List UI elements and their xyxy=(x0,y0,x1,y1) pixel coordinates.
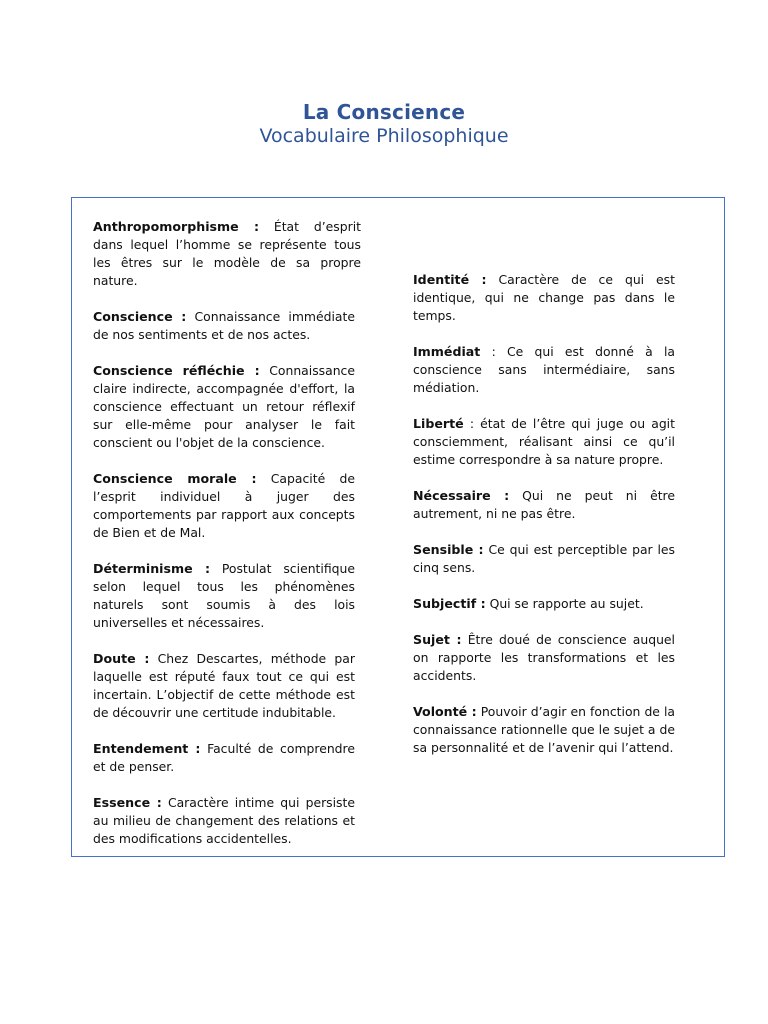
vocab-term: Entendement : xyxy=(93,741,201,756)
vocab-definition: : Ce qui est donné à la conscience sans intermédiaire, sans médiation. xyxy=(413,344,675,395)
vocab-entry-essence xyxy=(93,794,355,848)
vocab-entry-necessaire xyxy=(413,487,675,523)
vocab-entry-volonte xyxy=(413,703,675,757)
vocab-term: Volonté : xyxy=(413,704,477,719)
left-column xyxy=(93,218,361,866)
vocab-term: Anthropomorphisme : xyxy=(93,219,260,234)
vocab-definition: Connaissance claire indirecte, accompagnée d'effort, la conscience effectuant un retour réflexif sur elle-même pour analyser le fait conscient ou l'objet de la conscience. xyxy=(93,363,355,450)
vocab-definition: : état de l’être qui juge ou agit consciemment, réalisant ainsi ce qu’il estime correspondre à sa nature propre. xyxy=(413,416,675,467)
vocab-term: Nécessaire : xyxy=(413,488,510,503)
vocab-term: Essence : xyxy=(93,795,162,810)
vocab-definition: Capacité de l’esprit individuel à juger des comportements par rapport aux concepts de Bien et de Mal. xyxy=(93,471,355,540)
vocab-term: Immédiat xyxy=(413,344,481,359)
vocab-term: Subjectif : xyxy=(413,596,486,611)
vocab-definition: Ce qui est perceptible par les cinq sens. xyxy=(413,542,676,575)
vocab-definition: Pouvoir d’agir en fonction de la connaissance rationnelle que le sujet a de sa personnalité et de l’avenir qui l’attend. xyxy=(413,704,675,755)
right-column xyxy=(413,271,675,775)
page-title: La Conscience xyxy=(302,100,466,124)
vocab-term: Conscience morale : xyxy=(93,471,257,486)
vocab-definition: Caractère de ce qui est identique, qui ne change pas dans le temps. xyxy=(413,272,675,323)
vocab-definition: Postulat scientifique selon lequel tous les phénomènes naturels sont soumis à des lois universelles et nécessaires. xyxy=(93,561,355,630)
vocab-entry-anthropomorphisme xyxy=(93,218,361,290)
vocab-term: Identité : xyxy=(413,272,487,287)
vocab-entry-conscience-reflechie xyxy=(93,362,355,452)
vocab-definition: Qui se rapporte au sujet. xyxy=(485,596,644,611)
vocab-definition: Qui ne peut ni être autrement, ni ne pas être. xyxy=(413,488,675,521)
vocab-entry-subjectif xyxy=(413,595,675,613)
vocab-entry-identite xyxy=(413,271,675,325)
vocab-term: Doute : xyxy=(93,651,150,666)
vocab-entry-entendement xyxy=(93,740,355,776)
vocab-term: Déterminisme : xyxy=(93,561,210,576)
vocab-definition: Chez Descartes, méthode par laquelle est réputé faux tout ce qui est incertain. L’objectif de cette méthode est de découvrir une certitude indubitable. xyxy=(93,651,355,720)
vocab-entry-determinisme xyxy=(93,560,355,632)
vocab-term: Conscience réfléchie : xyxy=(93,363,260,378)
vocab-entry-doute xyxy=(93,650,355,722)
vocab-term: Sensible : xyxy=(413,542,484,557)
vocab-entry-liberte xyxy=(413,415,675,469)
vocab-term: Liberté xyxy=(413,416,464,431)
vocab-entry-sensible xyxy=(413,541,675,577)
vocab-definition: Connaissance immédiate de nos sentiments et de nos actes. xyxy=(93,309,356,342)
vocab-definition: Caractère intime qui persiste au milieu de changement des relations et des modifications accidentelles. xyxy=(93,795,355,846)
page-subtitle: Vocabulaire Philosophique xyxy=(259,125,509,147)
vocab-term: Conscience : xyxy=(93,309,187,324)
vocab-entry-conscience-morale xyxy=(93,470,355,542)
vocab-definition: Être doué de conscience auquel on rapporte les transformations et les accidents. xyxy=(413,632,675,683)
vocab-entry-immediat xyxy=(413,343,675,397)
vocab-entry-conscience xyxy=(93,308,355,344)
vocab-definition: État d’esprit dans lequel l’homme se représente tous les êtres sur le modèle de sa propre nature. xyxy=(93,219,361,288)
vocab-definition: Faculté de comprendre et de penser. xyxy=(93,741,355,774)
vocab-term: Sujet : xyxy=(413,632,462,647)
vocab-entry-sujet xyxy=(413,631,675,685)
